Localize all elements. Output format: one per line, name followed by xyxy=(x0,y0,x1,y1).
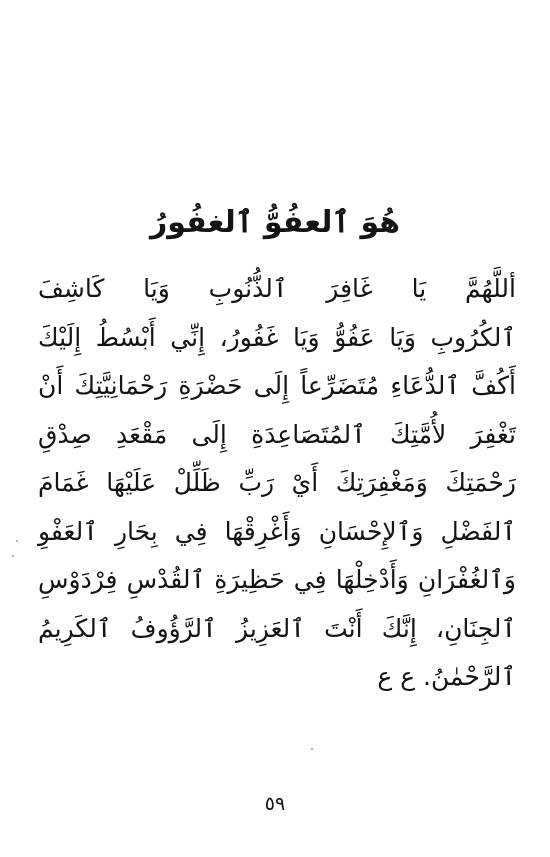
scan-speck xyxy=(311,748,313,750)
text-line: ٱلكُرُوبِ وَيَا عَفُوُّ وَيَا غَفُورُ، إِنِّي أَبْسُطُ إِلَيْكَ xyxy=(38,322,516,352)
page-title: هُوَ ٱلعفُوُّ ٱلغفُورُ xyxy=(149,205,401,240)
text-line: ٱلجِنَانِ، إِنَّكَ أَنْتَ ٱلعَزِيزُ ٱلرَّؤُوفُ ٱلكَرِيمُ xyxy=(38,613,516,643)
text-line: أَكُفَّ ٱلدُّعَاءِ مُتَضَرِّعاً إِلَى حَضْرَةِ رَحْمَانِيَّتِكَ أَنْ xyxy=(38,371,516,400)
text-line: وَٱلغُفْرَانِ وَأَدْخِلْهَا فِي حَظِيرَةِ ٱلقُدْسِ فِرْدَوْسِ xyxy=(38,565,516,594)
text-line: رَحْمَتِكَ وَمَغْفِرَتِكَ أَيْ رَبِّ ظَلِّلْ عَلَيْهَا غَمَامَ xyxy=(38,468,516,497)
prayer-text xyxy=(38,265,516,702)
scan-speck xyxy=(16,540,18,542)
scan-speck xyxy=(12,555,14,557)
text-line: أللَّهُمَّ يَا غَافِرَ ٱلذُّنُوبِ وَيَا كَاشِفَ xyxy=(38,274,516,303)
text-line: ٱلفَضْلِ وَٱلإِحْسَانِ وَأَغْرِقْهَا فِي بِحَارِ ٱلعَفْوِ xyxy=(38,516,516,546)
text-line: تَغْفِرَ لأُمَّتِكَ ٱلمُتَصَاعِدَةِ إِلَى مَقْعَدِ صِدْقِ xyxy=(38,419,516,449)
page-number: ٥٩ xyxy=(264,793,286,815)
text-line: ٱلرَّحْمٰنُ. ع ع xyxy=(377,662,516,691)
